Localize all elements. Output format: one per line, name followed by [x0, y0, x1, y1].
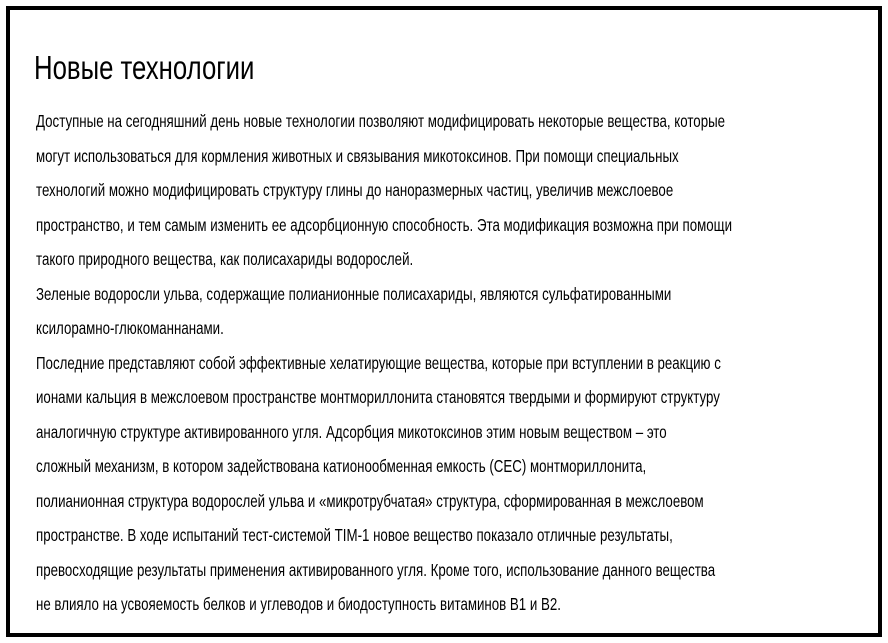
- text-line: технологий можно модифицировать структуру глины до наноразмерных частиц, увеличив межслоевое: [36, 180, 674, 200]
- text-line: аналогичную структуре активированного угля. Адсорбция микотоксинов этим новым веществом – это: [36, 421, 667, 442]
- document-body: [36, 104, 872, 622]
- text-line: превосходящие результаты применения активированного угля. Кроме того, использование данного вещества: [36, 559, 716, 580]
- text-line: могут использоваться для кормления животных и связывания микотоксинов. При помощи специальных: [36, 145, 679, 166]
- text-line: ксилорамно-глюкоманнанами.: [36, 318, 224, 338]
- text-line: Зеленые водоросли ульва, содержащие полианионные полисахариды, являются сульфатированными: [36, 283, 672, 304]
- text-line: пространстве. В ходе испытаний тест-системой TIM-1 новое вещество показало отличные результаты,: [36, 525, 673, 545]
- document-title: Новые технологии: [34, 49, 255, 86]
- text-line: ионами кальция в межслоевом пространстве монтмориллонита становятся твердыми и формируют структуру: [36, 387, 720, 407]
- text-line: такого природного вещества, как полисахариды водорослей.: [36, 249, 414, 269]
- document-frame: [6, 6, 882, 637]
- text-line: пространство, и тем самым изменить ее адсорбционную способность. Эта модификация возможна при помощи: [36, 214, 733, 235]
- text-line: Доступные на сегодняшний день новые технологии позволяют модифицировать некоторые вещества, которые: [36, 111, 726, 131]
- text-line: не влияло на усвояемость белков и углеводов и биодоступность витаминов B1 и B2.: [36, 594, 561, 614]
- text-line: сложный механизм, в котором задействована катионообменная емкость (CEC) монтмориллонита,: [36, 456, 647, 476]
- text-line: полианионная структура водорослей ульва и «микротрубчатая» структура, сформированная в межслоевом: [36, 490, 704, 511]
- text-line: Последние представляют собой эффективные хелатирующие вещества, которые при вступлении в реакцию с: [36, 352, 721, 373]
